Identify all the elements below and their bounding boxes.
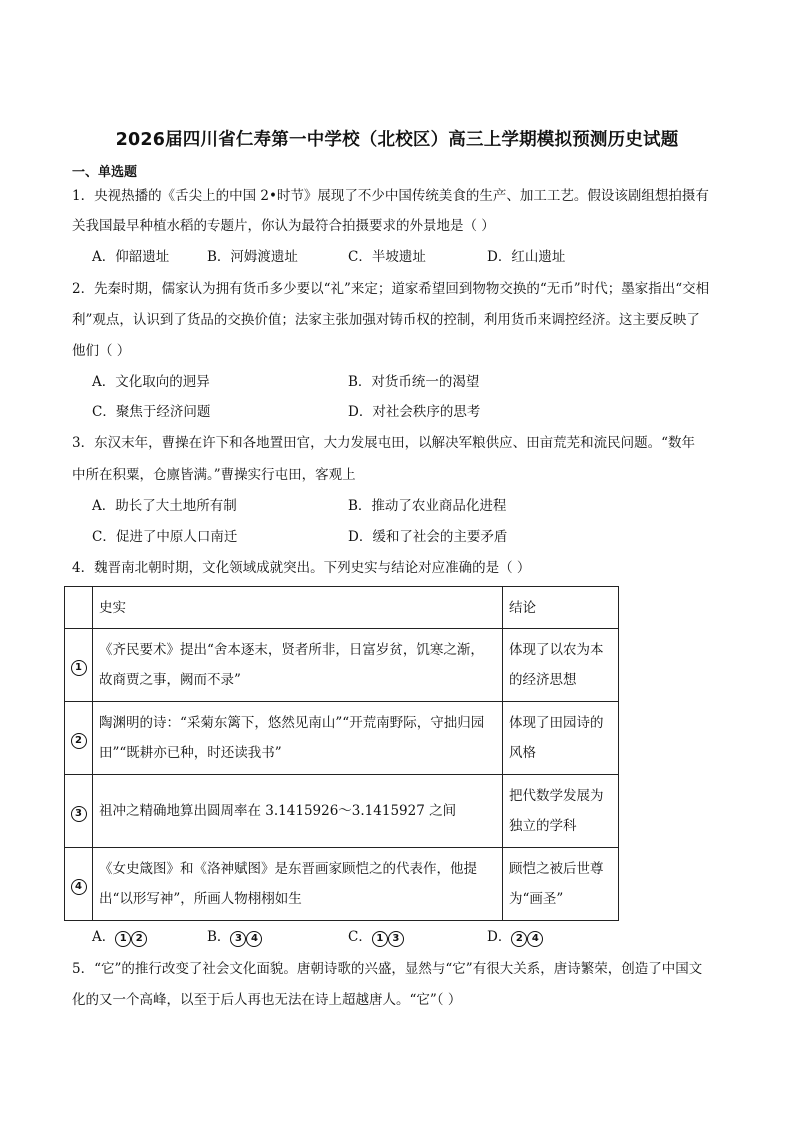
question-4-option-b xyxy=(207,927,262,947)
option-letter: A． xyxy=(92,929,116,945)
row-conclusion-line-2: 为“画圣” xyxy=(509,891,564,907)
option-letter: B． xyxy=(207,929,231,945)
page-title: 2026届四川省仁寿第一中学校（北校区）高三上学期模拟预测历史试题 xyxy=(115,130,679,150)
row-conclusion xyxy=(503,702,619,775)
row-number xyxy=(65,629,93,702)
circled-number: 2 xyxy=(131,931,147,947)
circled-number: 2 xyxy=(511,931,527,947)
row-fact-line-2: 田”“既耕亦已种，时还读我书” xyxy=(99,745,282,761)
question-4-option-c xyxy=(348,927,404,947)
circled-number: 3 xyxy=(388,931,404,947)
question-1-option-b: B．河姆渡遗址 xyxy=(207,249,298,265)
question-2-option-a: A．文化取向的迥异 xyxy=(92,374,210,390)
question-1-option-c: C．半坡遗址 xyxy=(348,249,426,265)
question-1-option-d: D．红山遗址 xyxy=(487,249,566,265)
table-row xyxy=(65,702,619,775)
question-4-option-a xyxy=(92,927,147,947)
row-fact-line-1: 《女史箴图》和《洛神赋图》是东晋画家顾恺之的代表作，他提 xyxy=(99,861,477,877)
row-conclusion xyxy=(503,848,619,921)
option-letter: C． xyxy=(348,929,372,945)
row-conclusion-line-2: 独立的学科 xyxy=(509,818,577,834)
question-1-option-a: A．仰韶遗址 xyxy=(92,249,170,265)
circled-number: 4 xyxy=(71,879,87,895)
table-row xyxy=(65,848,619,921)
question-2-option-d: D．对社会秩序的思考 xyxy=(348,404,481,420)
section-heading: 一、单选题 xyxy=(72,165,138,180)
question-1-stem-line-2: 关我国最早种植水稻的专题片，你认为最符合拍摄要求的外景地是（ ） xyxy=(72,218,495,234)
question-2-stem-line-1: 2．先秦时期，儒家认为拥有货币多少要以“礼”来定；道家希望回到物物交换的“无币”时代；墨家指出“交相 xyxy=(72,281,710,297)
table-row xyxy=(65,629,619,702)
row-fact xyxy=(93,629,503,702)
circled-number: 3 xyxy=(230,931,246,947)
question-2-stem-line-2: 利”观点，认识到了货品的交换价值；法家主张加强对铸币权的控制，利用货币来调控经济。这主要反映了 xyxy=(72,312,700,328)
row-fact xyxy=(93,848,503,921)
circled-number: 1 xyxy=(115,931,131,947)
circled-number: 4 xyxy=(246,931,262,947)
question-5-stem-line-2: 化的又一个高峰，以至于后人再也无法在诗上超越唐人。“它”（ ） xyxy=(72,992,462,1008)
table-row xyxy=(65,775,619,848)
question-2-stem-line-3: 他们（ ） xyxy=(72,343,131,359)
row-fact-line-1: 陶渊明的诗：“采菊东篱下，悠然见南山”“开荒南野际，守拙归园 xyxy=(99,715,485,731)
circled-number: 2 xyxy=(71,733,87,749)
row-conclusion-line-1: 把代数学发展为 xyxy=(509,788,604,804)
question-3-option-c: C．促进了中原人口南迁 xyxy=(92,529,238,545)
row-conclusion-line-2: 风格 xyxy=(509,745,536,761)
question-3-stem-line-2: 中所在积粟，仓廪皆满。”曹操实行屯田，客观上 xyxy=(72,467,356,483)
row-conclusion xyxy=(503,629,619,702)
question-2-option-c: C．聚焦于经济问题 xyxy=(92,404,211,420)
row-fact xyxy=(93,702,503,775)
row-conclusion-line-1: 顾恺之被后世尊 xyxy=(509,861,604,877)
table-header-number xyxy=(65,587,93,629)
table-header-row xyxy=(65,587,619,629)
row-conclusion xyxy=(503,775,619,848)
facts-table xyxy=(64,586,619,921)
row-number xyxy=(65,775,93,848)
question-2-option-b: B．对货币统一的渴望 xyxy=(348,374,480,390)
question-5-stem-line-1: 5．“它”的推行改变了社会文化面貌。唐朝诗歌的兴盛，显然与“它”有很大关系，唐诗繁荣，创造了中国文 xyxy=(72,961,703,977)
row-fact-line-1: 《齐民要术》提出“舍本逐末，贤者所非，日富岁贫，饥寒之渐， xyxy=(99,642,484,658)
row-number xyxy=(65,848,93,921)
question-3-stem-line-1: 3．东汉末年，曹操在许下和各地置田官，大力发展屯田，以解决军粮供应、田亩荒芜和流民问题。“数年 xyxy=(72,435,695,451)
row-fact-line-2: 故商贾之事，阙而不录” xyxy=(99,672,241,688)
table-header-fact: 史实 xyxy=(93,587,503,629)
circled-number: 1 xyxy=(372,931,388,947)
question-3-option-a: A．助长了大土地所有制 xyxy=(92,498,237,514)
question-1-stem-line-1: 1．央视热播的《舌尖上的中国 2•时节》展现了不少中国传统美食的生产、加工工艺。假设该剧组想拍摄有 xyxy=(72,188,709,204)
circled-number: 1 xyxy=(71,660,87,676)
row-conclusion-line-1: 体现了以农为本 xyxy=(509,642,604,658)
question-4-option-d xyxy=(487,927,543,947)
option-letter: D． xyxy=(487,929,512,945)
question-3-option-d: D．缓和了社会的主要矛盾 xyxy=(348,529,508,545)
row-fact-line-2: 出“以形写神”，所画人物栩栩如生 xyxy=(99,891,302,907)
row-conclusion-line-1: 体现了田园诗的 xyxy=(509,715,604,731)
row-fact-line-1: 祖冲之精确地算出圆周率在 3.1415926～3.1415927 之间 xyxy=(99,803,457,819)
question-3-option-b: B．推动了农业商品化进程 xyxy=(348,498,507,514)
row-conclusion-line-2: 的经济思想 xyxy=(509,672,577,688)
row-fact xyxy=(93,775,503,848)
circled-number: 3 xyxy=(71,806,87,822)
table-header-conclusion: 结论 xyxy=(503,587,619,629)
row-number xyxy=(65,702,93,775)
question-4-stem: 4．魏晋南北朝时期，文化领域成就突出。下列史实与结论对应准确的是（ ） xyxy=(72,560,531,576)
circled-number: 4 xyxy=(527,931,543,947)
